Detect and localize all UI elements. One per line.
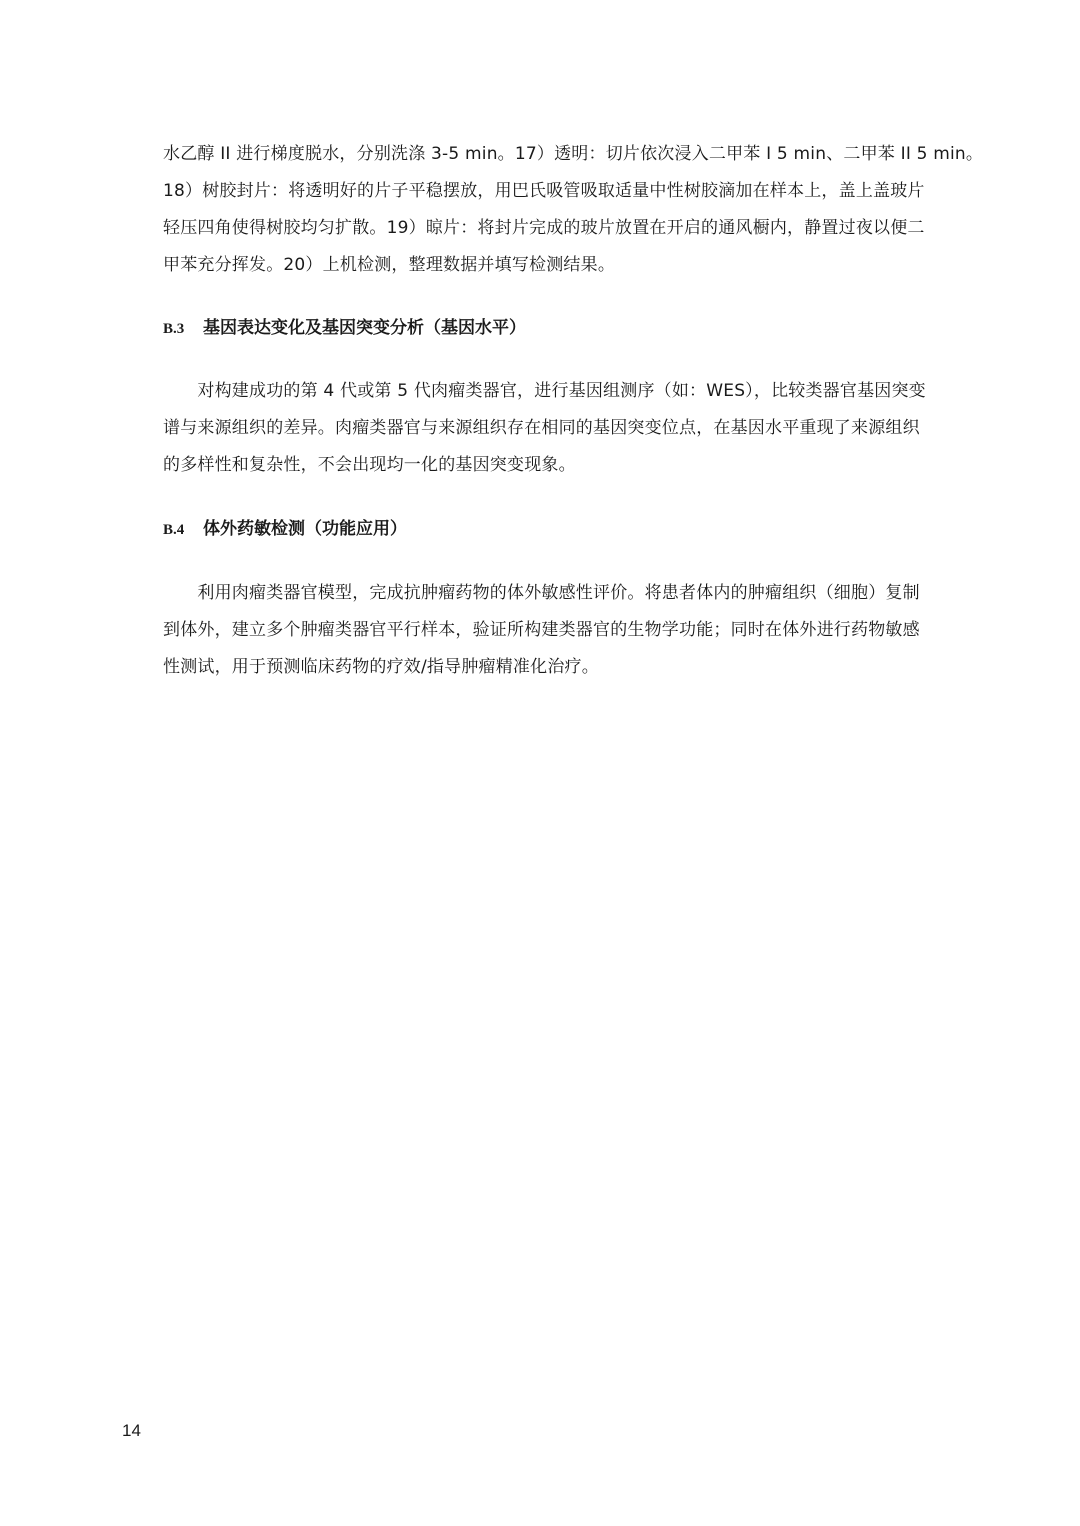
paragraph-line: 甲苯充分挥发。20）上机检测，整理数据并填写检测结果。 <box>163 255 616 275</box>
paragraph-line: 谱与来源组织的差异。肉瘤类器官与来源组织存在相同的基因突变位点，在基因水平重现了来源组织 <box>163 418 920 438</box>
paragraph-line: 对构建成功的第 4 代或第 5 代肉瘤类器官，进行基因组测序（如：WES），比较类器官基因突变 <box>163 381 926 401</box>
paragraph-line: 水乙醇 II 进行梯度脱水，分别洗涤 3-5 min。17）透明：切片依次浸入二甲苯 I 5 min、二甲苯 II 5 min。 <box>163 144 984 164</box>
paragraph-line: 的多样性和复杂性，不会出现均一化的基因突变现象。 <box>163 455 576 475</box>
b4-paragraph <box>163 575 918 686</box>
paragraph-line: 轻压四角使得树胶均匀扩散。19）晾片：将封片完成的玻片放置在开启的通风橱内，静置过夜以便二 <box>163 218 925 238</box>
b3-paragraph <box>163 373 926 484</box>
section-title: 基因表达变化及基因突变分析（基因水平） <box>203 318 526 338</box>
section-number: B.3 <box>163 321 185 337</box>
paragraph-line: 18）树胶封片：将透明好的片子平稳摆放，用巴氏吸管吸取适量中性树胶滴加在样本上，盖上盖玻片 <box>163 181 925 201</box>
continuation-paragraph <box>163 136 984 284</box>
section-heading-b4 <box>163 517 407 542</box>
paragraph-line: 到体外，建立多个肿瘤类器官平行样本，验证所构建类器官的生物学功能；同时在体外进行药物敏感 <box>163 620 920 640</box>
paragraph-line: 利用肉瘤类器官模型，完成抗肿瘤药物的体外敏感性评价。将患者体内的肿瘤组织（细胞）复制 <box>163 583 920 603</box>
page-number: 14 <box>122 1421 141 1440</box>
section-number: B.4 <box>163 522 185 538</box>
section-heading-b3 <box>163 316 526 341</box>
section-title: 体外药敏检测（功能应用） <box>203 519 407 539</box>
paragraph-line: 性测试，用于预测临床药物的疗效/指导肿瘤精准化治疗。 <box>163 657 599 677</box>
